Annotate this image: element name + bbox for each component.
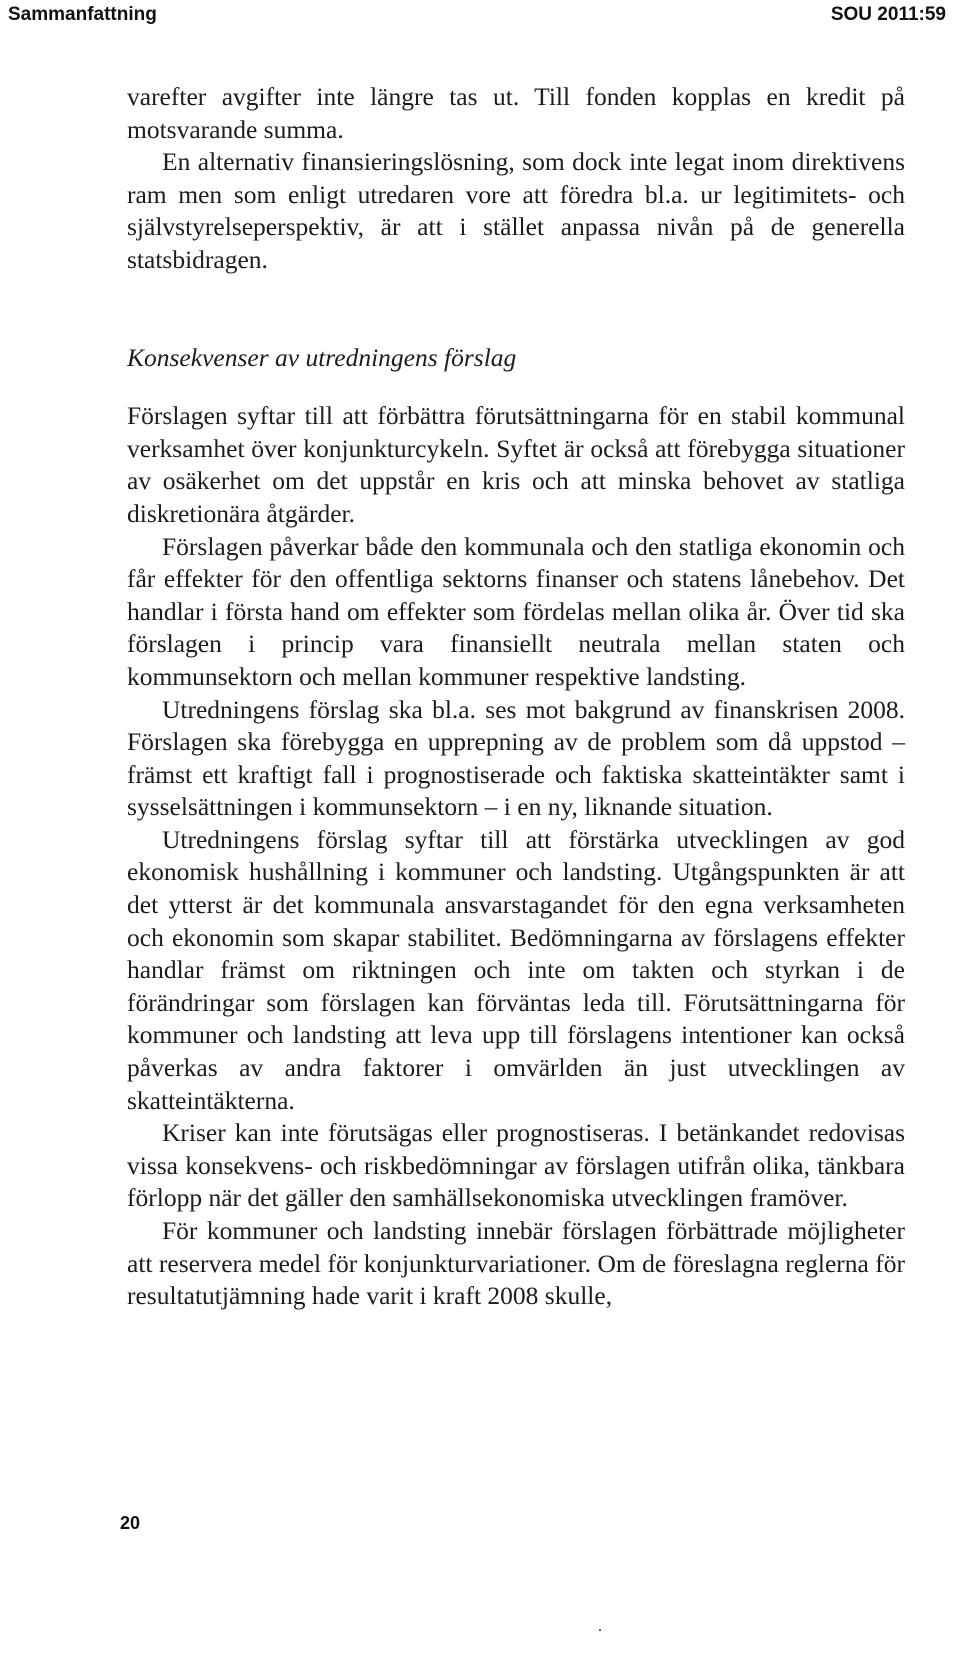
paragraph: Förslagen påverkar både den kommunala och den statliga ekonomin och får effekter för den offentliga sektorns finanser och statens lånebehov. Det handlar i första hand om effekter som fördelas mellan olika år. Över tid ska förslagen i princip vara finansiellt neutrala mellan staten och kommunsektorn och mellan kommuner respektive landsting. [127,531,905,691]
paragraph: För kommuner och landsting innebär förslagen förbättrade möjligheter att reservera medel för konjunkturvariationer. Om de föreslagna reglerna för resultatutjämning hade varit i kraft 2008 skulle, [127,1216,905,1311]
scan-speck [599,1629,601,1631]
header-document-id: SOU 2011:59 [830,4,946,25]
page-number: 20 [120,1513,141,1533]
paragraph: Kriser kan inte förutsägas eller prognostiseras. I betänkandet redovisas vissa konsekvens- och riskbedömningar av förslagen utifrån olika, tänkbara förlopp när det gäller den samhällsekonomiska utvecklingen framöver. [127,1118,905,1213]
section-heading: Konsekvenser av utredningens förslag [127,342,517,372]
paragraph: Utredningens förslag syftar till att förstärka utvecklingen av god ekonomisk hushållning i kommuner och landsting. Utgångspunkten är att det ytterst är det kommunala ansvarstagandet för den egna verksamheten och ekonomin som skapar stabilitet. Bedömningarna av förslagens effekter handlar främst om riktningen och inte om takten och styrkan i de förändringar som förslagen kan förväntas leda till. Förutsättningarna för kommuner och landsting att leva upp till förslagens intentioner kan också påverkas av andra faktorer i omvärlden än just utvecklingen av skatteintäkterna. [127,824,905,1115]
paragraph: En alternativ finansieringslösning, som dock inte legat inom direktivens ram men som enligt utredaren vore att föredra bl.a. ur legitimitets- och självstyrelseperspektiv, är att i stället anpassa nivån på de generella statsbidragen. [127,147,905,274]
header-section-title: Sammanfattning [8,4,157,25]
main-text [127,81,905,1313]
paragraph: Utredningens förslag ska bl.a. ses mot bakgrund av finanskrisen 2008. Förslagen ska förebygga en upprepning av de problem som då uppstod – främst ett kraftigt fall i prognostiserade och faktiska skatteintäkter samt i sysselsättningen i kommunsektorn – i en ny, liknande situation. [127,694,905,822]
paragraph: varefter avgifter inte längre tas ut. Till fonden kopplas en kredit på motsvarande summa. [127,82,905,144]
running-header [8,4,946,32]
paragraph: Förslagen syftar till att förbättra förutsättningarna för en stabil kommunal verksamhet över konjunkturcykeln. Syftet är också att förebygga situationer av osäkerhet om det uppstår en kris och att minska behovet av statliga diskretionära åtgärder. [127,401,905,528]
